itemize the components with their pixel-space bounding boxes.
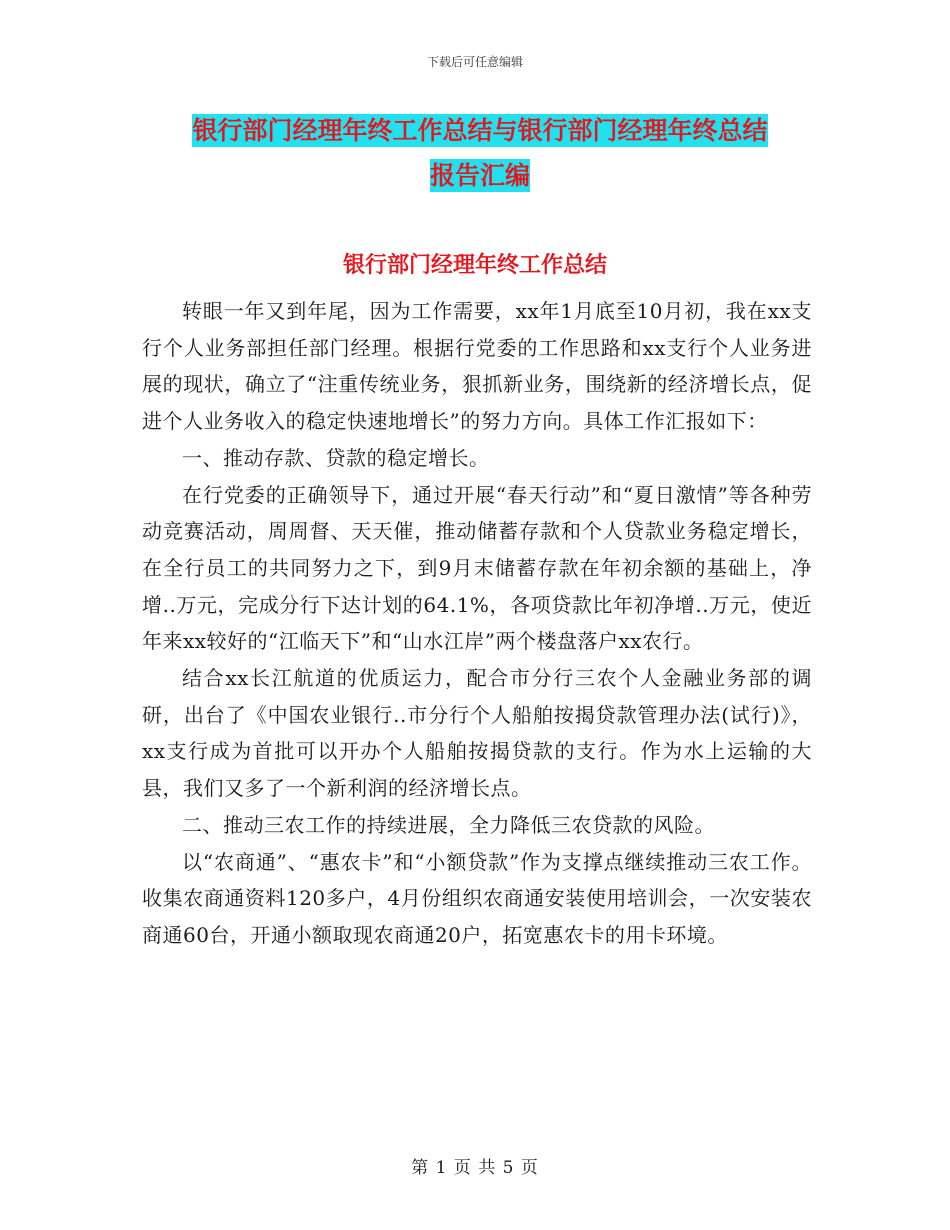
paragraph: 二、推动三农工作的持续进展，全力降低三农贷款的风险。 [182,812,715,837]
document-title-line1: 银行部门经理年终工作总结与银行部门经理年终总结 [192,116,768,145]
document-body [142,293,812,954]
paragraph: 结合xx长江航道的优质运力，配合市分行三农个人金融业务部的调研，出台了《中国农业银行..市分行个人船舶按揭贷款管理办法(试行)》，xx支行成为首批可以开办个人船舶按揭贷款的支行。作为水上运输的大县，我们又多了一个新利润的经济增长点。 [142,666,812,801]
paragraph: 在行党委的正确领导下，通过开展“春天行动”和“夏日激情”等各种劳动竞赛活动，周周督、天天催，推动储蓄存款和个人贷款业务稳定增长，在全行员工的共同努力之下，到9月末储蓄存款在年初余额的基础上，净增..万元，完成分行下达计划的64.1%，各项贷款比年初净增..万元，使近年来xx较好的“江临天下”和“山水江岸”两个楼盘落户xx农行。 [142,482,812,654]
paragraph: 以“农商通”、“惠农卡”和“小额贷款”作为支撑点继续推动三农工作。收集农商通资料120多户，4月份组织农商通安装使用培训会，一次安装农商通60台，开通小额取现农商通20户，拓宽惠农卡的用卡环境。 [142,849,812,947]
header-note: 下载后可任意编辑 [426,55,523,69]
paragraph: 一、推动存款、贷款的稳定增长。 [182,445,490,470]
page-indicator: 第 1 页 共 5 页 [411,1158,539,1178]
document-title-line2: 报告汇编 [429,161,530,190]
section-title: 银行部门经理年终工作总结 [342,253,607,278]
document-title [140,108,820,198]
paragraph: 转眼一年又到年尾，因为工作需要，xx年1月底至10月初，我在xx支行个人业务部担任部门经理。根据行党委的工作思路和xx支行个人业务进展的现状，确立了“注重传统业务，狠抓新业务，围绕新的经济增长点，促进个人业务收入的稳定快速地增长”的努力方向。具体工作汇报如下： [142,299,812,434]
